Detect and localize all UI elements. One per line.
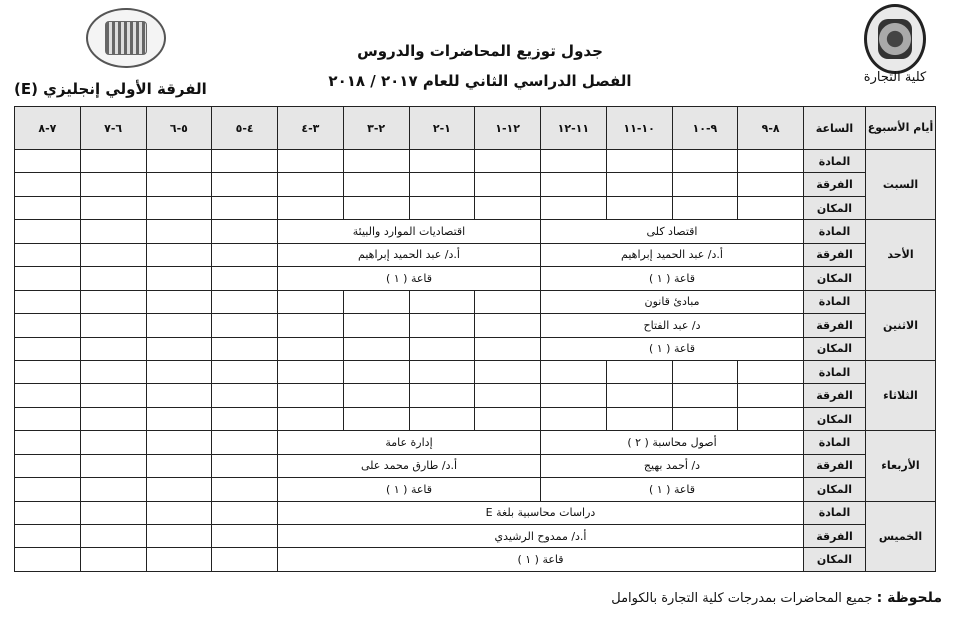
empty-cell	[15, 243, 81, 266]
empty-cell	[343, 150, 409, 173]
row-label-location: المكان	[804, 407, 866, 430]
empty-cell	[409, 384, 475, 407]
empty-cell	[15, 525, 81, 548]
empty-cell	[409, 337, 475, 360]
table-row	[15, 290, 936, 313]
empty-cell	[80, 548, 146, 572]
row-label-lecturer: الفرقة	[804, 454, 866, 477]
semester-title: الفصل الدراسي الثاني للعام ٢٠١٧ / ٢٠١٨	[328, 72, 632, 90]
empty-cell	[278, 407, 344, 430]
empty-cell	[606, 196, 672, 219]
empty-cell	[409, 407, 475, 430]
row-label-lecturer: الفرقة	[804, 173, 866, 196]
faculty-of-commerce-logo	[86, 8, 166, 68]
table-row	[15, 150, 936, 173]
table-row	[15, 501, 936, 524]
empty-cell	[541, 360, 607, 383]
row-label-location: المكان	[804, 548, 866, 572]
session-subject: إدارة عامة	[278, 431, 541, 454]
empty-cell	[80, 220, 146, 243]
row-label-subject: المادة	[804, 501, 866, 524]
time-slot-header: ٣-٤	[278, 107, 344, 150]
empty-cell	[212, 243, 278, 266]
empty-cell	[409, 173, 475, 196]
empty-cell	[15, 314, 81, 337]
empty-cell	[672, 360, 738, 383]
empty-cell	[606, 150, 672, 173]
empty-cell	[738, 360, 804, 383]
university-emblem-logo	[864, 4, 926, 74]
empty-cell	[343, 337, 409, 360]
session-lecturer: أ.د/ عبد الحميد إبراهيم	[278, 243, 541, 266]
empty-cell	[212, 431, 278, 454]
empty-cell	[278, 290, 344, 313]
empty-cell	[409, 314, 475, 337]
empty-cell	[146, 525, 212, 548]
empty-cell	[80, 454, 146, 477]
session-lecturer: أ.د/ طارق محمد على	[278, 454, 541, 477]
empty-cell	[15, 220, 81, 243]
empty-cell	[212, 196, 278, 219]
time-slot-header: ٢-٣	[343, 107, 409, 150]
empty-cell	[278, 360, 344, 383]
day-wednesday: الأربعاء	[866, 431, 936, 501]
table-row	[15, 548, 936, 572]
row-label-subject: المادة	[804, 220, 866, 243]
empty-cell	[475, 314, 541, 337]
time-slot-header: ١٠-١١	[606, 107, 672, 150]
empty-cell	[146, 431, 212, 454]
row-label-lecturer: الفرقة	[804, 314, 866, 337]
empty-cell	[212, 384, 278, 407]
session-subject: دراسات محاسبية بلغة E	[278, 501, 804, 524]
empty-cell	[212, 525, 278, 548]
empty-cell	[475, 150, 541, 173]
row-label-location: المكان	[804, 267, 866, 290]
table-row	[15, 454, 936, 477]
empty-cell	[475, 407, 541, 430]
time-slot-header: ٩-١٠	[672, 107, 738, 150]
empty-cell	[541, 196, 607, 219]
session-subject: اقتصاديات الموارد والبيئة	[278, 220, 541, 243]
empty-cell	[146, 384, 212, 407]
empty-cell	[146, 220, 212, 243]
empty-cell	[80, 525, 146, 548]
empty-cell	[146, 290, 212, 313]
empty-cell	[80, 196, 146, 219]
empty-cell	[672, 196, 738, 219]
empty-cell	[343, 290, 409, 313]
empty-cell	[278, 337, 344, 360]
empty-cell	[278, 314, 344, 337]
row-label-subject: المادة	[804, 290, 866, 313]
faculty-name: كلية التجارة	[863, 70, 927, 85]
empty-cell	[738, 196, 804, 219]
empty-cell	[409, 360, 475, 383]
empty-cell	[212, 337, 278, 360]
empty-cell	[409, 150, 475, 173]
time-slot-header: ١٢-١	[475, 107, 541, 150]
empty-cell	[475, 196, 541, 219]
document-title: جدول توزيع المحاضرات والدروس	[357, 42, 603, 60]
empty-cell	[80, 431, 146, 454]
empty-cell	[343, 173, 409, 196]
empty-cell	[212, 220, 278, 243]
empty-cell	[80, 314, 146, 337]
row-label-subject: المادة	[804, 150, 866, 173]
empty-cell	[409, 290, 475, 313]
lecture-schedule-table	[14, 106, 936, 572]
empty-cell	[80, 243, 146, 266]
empty-cell	[738, 150, 804, 173]
empty-cell	[278, 196, 344, 219]
empty-cell	[80, 290, 146, 313]
empty-cell	[146, 360, 212, 383]
empty-cell	[738, 407, 804, 430]
empty-cell	[146, 337, 212, 360]
empty-cell	[15, 548, 81, 572]
table-row	[15, 173, 936, 196]
time-slot-header: ١-٢	[409, 107, 475, 150]
empty-cell	[80, 360, 146, 383]
empty-cell	[475, 384, 541, 407]
empty-cell	[15, 290, 81, 313]
empty-cell	[15, 478, 81, 501]
empty-cell	[146, 314, 212, 337]
empty-cell	[80, 150, 146, 173]
empty-cell	[15, 501, 81, 524]
empty-cell	[80, 267, 146, 290]
note-label: ملحوظة :	[876, 590, 942, 606]
empty-cell	[80, 384, 146, 407]
day-tuesday: الثلاثاء	[866, 360, 936, 430]
table-row	[15, 196, 936, 219]
session-room: قاعة ( ١ )	[541, 337, 804, 360]
empty-cell	[672, 384, 738, 407]
empty-cell	[475, 337, 541, 360]
day-thursday: الخميس	[866, 501, 936, 571]
time-slot-header: ٦-٧	[80, 107, 146, 150]
empty-cell	[212, 150, 278, 173]
session-room: قاعة ( ١ )	[278, 267, 541, 290]
empty-cell	[475, 290, 541, 313]
empty-cell	[15, 384, 81, 407]
empty-cell	[212, 314, 278, 337]
empty-cell	[541, 407, 607, 430]
row-label-location: المكان	[804, 478, 866, 501]
row-label-subject: المادة	[804, 360, 866, 383]
empty-cell	[278, 384, 344, 407]
empty-cell	[146, 501, 212, 524]
empty-cell	[278, 150, 344, 173]
day-monday: الاثنين	[866, 290, 936, 360]
empty-cell	[343, 314, 409, 337]
empty-cell	[409, 196, 475, 219]
row-label-lecturer: الفرقة	[804, 525, 866, 548]
empty-cell	[212, 478, 278, 501]
empty-cell	[212, 407, 278, 430]
empty-cell	[541, 150, 607, 173]
time-slot-header: ٤-٥	[212, 107, 278, 150]
row-label-lecturer: الفرقة	[804, 384, 866, 407]
note-text: جميع المحاضرات بمدرجات كلية التجارة بالكوامل	[611, 591, 873, 606]
table-row	[15, 314, 936, 337]
day-sunday: الأحد	[866, 220, 936, 290]
row-label-location: المكان	[804, 337, 866, 360]
empty-cell	[738, 173, 804, 196]
session-room: قاعة ( ١ )	[541, 267, 804, 290]
empty-cell	[146, 454, 212, 477]
table-row	[15, 267, 936, 290]
empty-cell	[146, 150, 212, 173]
empty-cell	[212, 173, 278, 196]
empty-cell	[475, 360, 541, 383]
session-room: قاعة ( ١ )	[541, 478, 804, 501]
header-row	[15, 107, 936, 150]
table-row	[15, 220, 936, 243]
time-slot-header: ٥-٦	[146, 107, 212, 150]
days-of-week-header: أيام الأسبوع	[866, 107, 936, 150]
session-subject: أصول محاسبة ( ٢ )	[541, 431, 804, 454]
table-row	[15, 431, 936, 454]
empty-cell	[606, 384, 672, 407]
session-lecturer: أ.د/ عبد الحميد إبراهيم	[541, 243, 804, 266]
empty-cell	[672, 173, 738, 196]
empty-cell	[672, 150, 738, 173]
empty-cell	[541, 384, 607, 407]
session-subject: اقتصاد كلى	[541, 220, 804, 243]
empty-cell	[212, 267, 278, 290]
empty-cell	[15, 407, 81, 430]
day-saturday: السبت	[866, 150, 936, 220]
empty-cell	[343, 407, 409, 430]
table-row	[15, 525, 936, 548]
time-slot-header: ١١-١٢	[541, 107, 607, 150]
empty-cell	[146, 548, 212, 572]
empty-cell	[15, 267, 81, 290]
empty-cell	[672, 407, 738, 430]
session-lecturer: أ.د/ ممدوح الرشيدي	[278, 525, 804, 548]
empty-cell	[80, 501, 146, 524]
empty-cell	[146, 173, 212, 196]
empty-cell	[146, 267, 212, 290]
empty-cell	[80, 337, 146, 360]
table-row	[15, 478, 936, 501]
empty-cell	[606, 407, 672, 430]
empty-cell	[15, 173, 81, 196]
time-slot-header: ٨-٩	[738, 107, 804, 150]
row-label-subject: المادة	[804, 431, 866, 454]
footnote	[611, 590, 942, 606]
empty-cell	[15, 360, 81, 383]
empty-cell	[606, 360, 672, 383]
table-row	[15, 337, 936, 360]
empty-cell	[212, 360, 278, 383]
empty-cell	[738, 384, 804, 407]
empty-cell	[541, 173, 607, 196]
session-lecturer: د/ أحمد بهيج	[541, 454, 804, 477]
empty-cell	[212, 501, 278, 524]
empty-cell	[146, 196, 212, 219]
session-room: قاعة ( ١ )	[278, 548, 804, 572]
session-lecturer: د/ عبد الفتاح	[541, 314, 804, 337]
table-row	[15, 360, 936, 383]
empty-cell	[606, 173, 672, 196]
empty-cell	[278, 173, 344, 196]
empty-cell	[146, 478, 212, 501]
table-row	[15, 243, 936, 266]
empty-cell	[15, 431, 81, 454]
empty-cell	[80, 407, 146, 430]
empty-cell	[343, 384, 409, 407]
empty-cell	[343, 196, 409, 219]
empty-cell	[212, 454, 278, 477]
division-label: الفرقة الأولي إنجليزي (E)	[14, 80, 207, 98]
empty-cell	[475, 173, 541, 196]
empty-cell	[212, 548, 278, 572]
empty-cell	[212, 290, 278, 313]
time-slot-header: ٧-٨	[15, 107, 81, 150]
empty-cell	[80, 173, 146, 196]
empty-cell	[146, 243, 212, 266]
empty-cell	[80, 478, 146, 501]
empty-cell	[15, 150, 81, 173]
empty-cell	[15, 454, 81, 477]
empty-cell	[15, 196, 81, 219]
empty-cell	[343, 360, 409, 383]
session-room: قاعة ( ١ )	[278, 478, 541, 501]
empty-cell	[15, 337, 81, 360]
session-subject: مبادئ قانون	[541, 290, 804, 313]
time-header: الساعة	[804, 107, 866, 150]
table-row	[15, 384, 936, 407]
empty-cell	[146, 407, 212, 430]
table-row	[15, 407, 936, 430]
row-label-location: المكان	[804, 196, 866, 219]
row-label-lecturer: الفرقة	[804, 243, 866, 266]
